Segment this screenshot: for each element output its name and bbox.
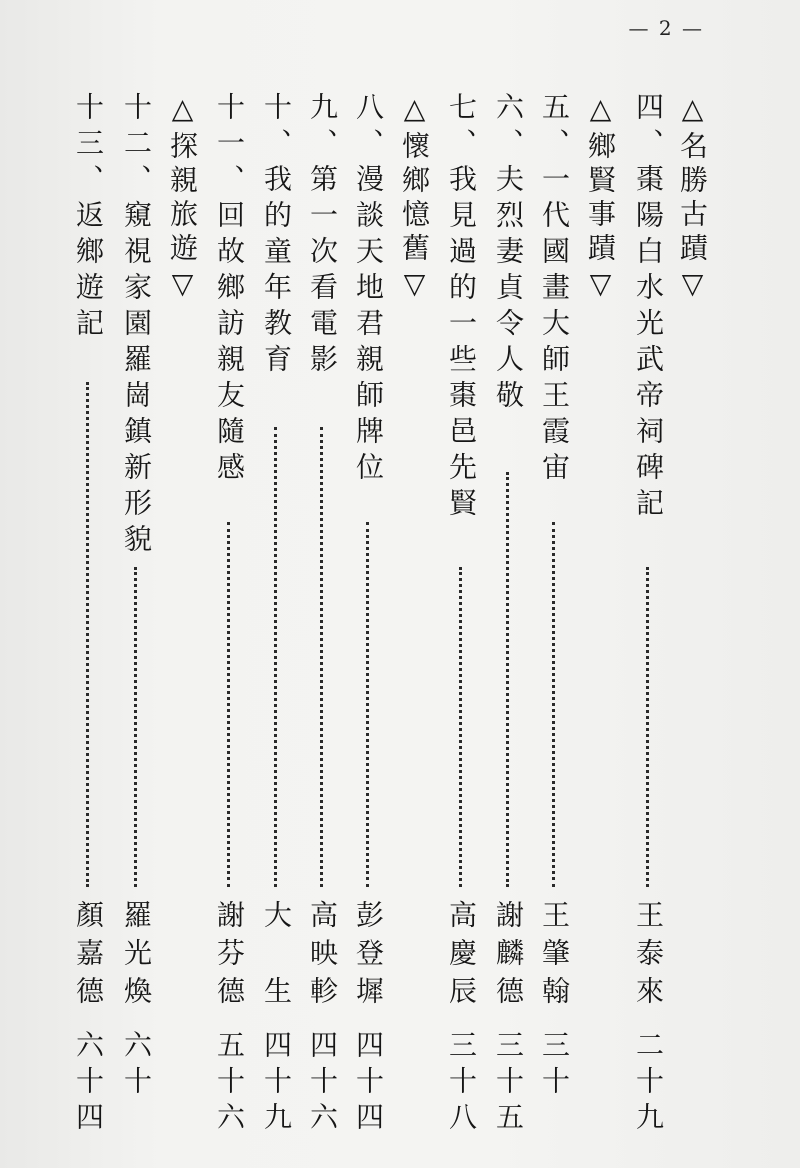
entry-title: 九、第一次看電影	[306, 92, 339, 380]
entry-page-number: 三十	[538, 1030, 571, 1102]
toc-entry	[344, 92, 392, 1152]
entry-page-number: 四十九	[260, 1030, 293, 1138]
section-heading-visiting-travel	[158, 92, 206, 1152]
entry-author: 顏嘉德	[72, 900, 105, 1014]
entry-author: 高慶辰	[445, 900, 478, 1014]
section-heading-local-worthies	[576, 92, 624, 1152]
entry-page-number: 六十四	[72, 1030, 105, 1138]
toc-entry	[530, 92, 578, 1152]
entry-author: 大 生	[260, 900, 293, 1014]
entry-title: 十一、回故鄉訪親友隨感	[213, 92, 246, 488]
toc-entry	[484, 92, 532, 1152]
entry-page-number: 三十五	[492, 1030, 525, 1138]
dot-leader	[86, 382, 89, 887]
entry-title: 四、棗陽白水光武帝祠碑記	[632, 92, 665, 524]
dot-leader	[134, 567, 137, 887]
entry-title: 八、漫談天地君親師牌位	[352, 92, 385, 488]
entry-title: 十、我的童年教育	[260, 92, 293, 380]
entry-author: 謝麟德	[492, 900, 525, 1014]
entry-author: 謝芬德	[213, 900, 246, 1014]
entry-author: 王肇翰	[538, 900, 571, 1014]
dot-leader	[646, 567, 649, 887]
dot-leader	[459, 567, 462, 887]
dot-leader	[552, 522, 555, 887]
entry-title: 七、我見過的一些棗邑先賢	[445, 92, 478, 524]
toc-entry	[64, 92, 112, 1152]
section-title: △鄉賢事蹟▽	[584, 92, 617, 306]
dot-leader	[366, 522, 369, 887]
entry-author: 高映軫	[306, 900, 339, 1014]
section-title: △懷鄉憶舊▽	[398, 92, 431, 306]
toc-entry	[112, 92, 160, 1152]
entry-page-number: 三十八	[445, 1030, 478, 1138]
entry-title: 十二、窺視家園羅崗鎮新形貌	[120, 92, 153, 560]
entry-title: 十三、返鄉遊記	[72, 92, 105, 344]
toc-entry	[298, 92, 346, 1152]
entry-page-number: 四十四	[352, 1030, 385, 1138]
section-title: △名勝古蹟▽	[676, 92, 709, 306]
entry-page-number: 六十	[120, 1030, 153, 1102]
page-number: — 2 —	[628, 16, 704, 40]
entry-title: 五、一代國畫大師王霞宙	[538, 92, 571, 488]
toc-entry	[205, 92, 253, 1152]
entry-author: 彭登墀	[352, 900, 385, 1014]
dot-leader	[320, 427, 323, 887]
section-heading-nostalgia	[390, 92, 438, 1152]
section-title: △探親旅遊▽	[166, 92, 199, 306]
entry-page-number: 二十九	[632, 1030, 665, 1138]
entry-title: 六、夫烈妻貞令人敬	[492, 92, 525, 416]
entry-page-number: 四十六	[306, 1030, 339, 1138]
section-heading-scenic-sites	[668, 92, 716, 1152]
dot-leader	[274, 427, 277, 887]
toc-entry	[437, 92, 485, 1152]
entry-author: 王泰來	[632, 900, 665, 1014]
dot-leader	[227, 522, 230, 887]
toc-entry	[252, 92, 300, 1152]
toc-entry	[624, 92, 672, 1152]
entry-author: 羅光煥	[120, 900, 153, 1014]
entry-page-number: 五十六	[213, 1030, 246, 1138]
dot-leader	[506, 472, 509, 887]
